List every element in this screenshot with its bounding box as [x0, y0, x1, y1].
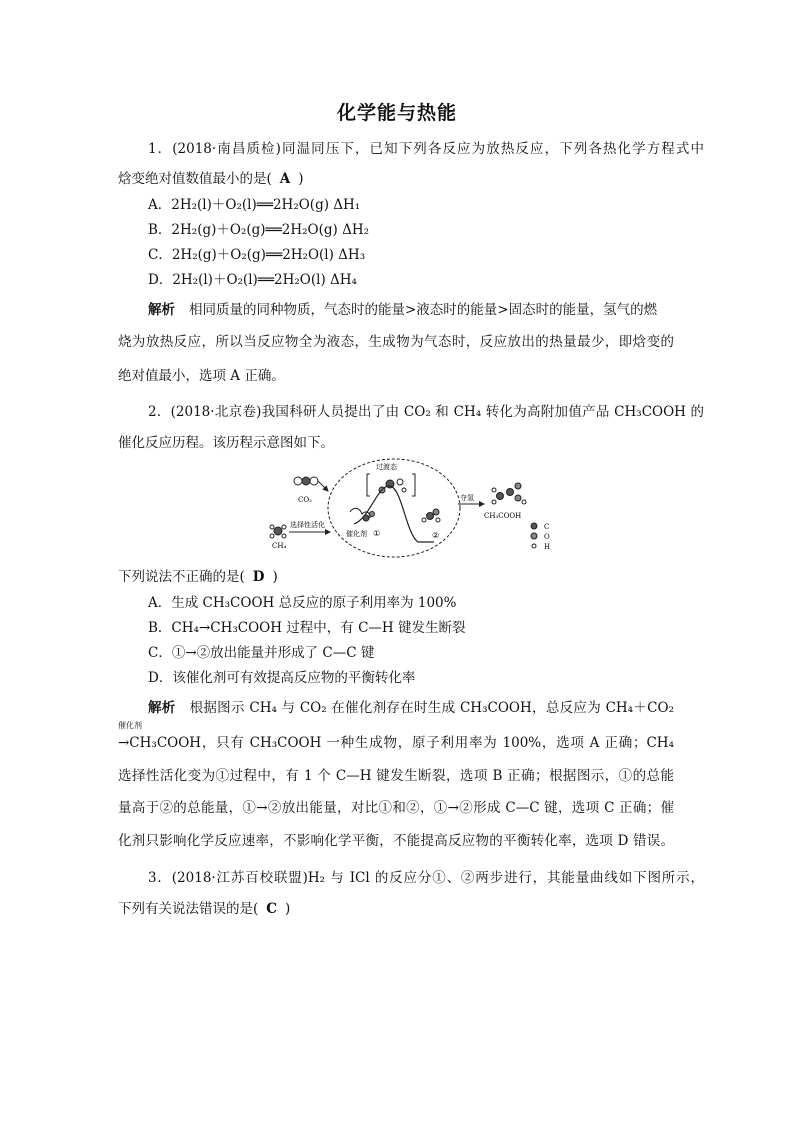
q1-analysis-line-1: [148, 300, 674, 320]
q1-option-c: C．2H₂(g)＋O₂(g)══2H₂O(l) ΔH₃: [148, 247, 366, 263]
q1-analysis-line-2: 烧为放热反应，所以当反应物全为液态，生成物为气态时，反应放出的热量最少，即焓变的: [118, 334, 674, 350]
co2-molecule: [294, 477, 328, 491]
q2-analysis-label: 解析: [148, 700, 176, 716]
q2-stem-line-1: 2．(2018·北京卷)我国科研人员提出了由 CO₂ 和 CH₄ 转化为高附加值产品 CH₃COOH 的: [148, 404, 704, 420]
q3-stem-text: 下列有关说法错误的是(: [118, 901, 259, 917]
co2-label: CO₂: [298, 496, 312, 504]
q2-option-c: C．①→②放出能量并形成了 C—C 键: [148, 645, 375, 661]
q2-ask-close: ): [272, 569, 278, 585]
page-title: 化学能与热能: [336, 102, 457, 124]
ch4-molecule: [270, 525, 286, 538]
acetic-acid-molecule: [492, 483, 526, 504]
q1-answer: A: [279, 171, 291, 187]
q2-analysis-line-5: 化剂只影响化学反应速率，不影响化学平衡，不能提高反应物的平衡转化率，选项 D 错误。: [118, 833, 674, 849]
transition-state-label: 过渡态: [376, 463, 397, 471]
q2-answer: D: [252, 569, 265, 585]
q2-analysis-line-3: 选择性活化变为①过程中，有 1 个 C—H 键发生断裂，选项 B 正确；根据图示，①的总能: [118, 768, 674, 784]
extract-h-label: 夺氢: [460, 494, 474, 502]
step1-label: ①: [373, 529, 381, 538]
reaction-mechanism-diagram: [262, 456, 558, 558]
q2-analysis-line-1: [148, 698, 674, 718]
q1-option-a: A．2H₂(l)＋O₂(l)══2H₂O(g) ΔH₁: [148, 197, 361, 213]
product-label: CH₃COOH: [484, 512, 522, 520]
q2-analysis-line-4: 量高于②的总能量，①→②放出能量，对比①和②，①→②形成 C—C 键，选项 C 正确；催: [118, 800, 674, 816]
catalyst-label: 催化剂: [346, 530, 367, 538]
step2-label: ②: [432, 531, 440, 540]
q3-stem-close: ): [285, 901, 291, 917]
q1-stem-text: 焓变绝对值数值最小的是(: [118, 171, 272, 187]
q1-option-b: B．2H₂(g)＋O₂(g)══2H₂O(g) ΔH₂: [148, 222, 370, 238]
select-activation-label: 选择性活化: [290, 521, 325, 529]
q2-stem-line-2: 催化反应历程。该历程示意图如下。: [118, 435, 334, 451]
ch4-label: CH₄: [272, 542, 287, 550]
q1-analysis-line-3: 绝对值最小，选项 A 正确。: [118, 368, 285, 384]
q2-analysis-line-2: →CH₃COOH，只有 CH₃COOH 一种生成物，原子利用率为 100%，选项 A 正确；CH₄: [118, 735, 674, 751]
q2-option-a: A．生成 CH₃COOH 总反应的原子利用率为 100%: [148, 595, 457, 611]
legend-h: H: [544, 543, 551, 551]
q2-option-b: B．CH₄→CH₃COOH 过程中，有 C—H 键发生断裂: [148, 620, 466, 636]
q1-stem-line-1: 1．(2018·南昌质检)同温同压下，已知下列各反应为放热反应，下列各热化学方程式中: [148, 141, 704, 157]
q3-stem-line-2: [118, 899, 290, 919]
q1-option-d: D．2H₂(l)＋O₂(l)══2H₂O(l) ΔH₄: [148, 272, 357, 288]
q2-analysis-text-1: 根据图示 CH₄ 与 CO₂ 在催化剂存在时生成 CH₃COOH，总反应为 CH₄＋CO₂: [189, 700, 674, 716]
q1-analysis-text-1: 相同质量的同种物质，气态时的能量>液态时的能量>固态时的能量，氢气的燃: [189, 302, 658, 318]
q3-stem-line-1: 3．(2018·江苏百校联盟)H₂ 与 ICl 的反应分①、②两步进行，其能量曲线如下图所示，: [148, 870, 704, 886]
q2-arrow-label: 催化剂: [118, 721, 142, 730]
q2-ask-line: [118, 567, 278, 587]
legend-o: O: [544, 533, 550, 541]
q2-option-d: D．该催化剂可有效提高反应物的平衡转化率: [148, 670, 416, 686]
q1-analysis-label: 解析: [148, 302, 175, 318]
q1-stem-line-2: [118, 169, 304, 189]
q2-ask-text: 下列说法不正确的是(: [118, 569, 245, 585]
legend-c: C: [544, 523, 550, 531]
q1-stem-close: ): [298, 171, 304, 187]
q3-answer: C: [266, 901, 278, 917]
